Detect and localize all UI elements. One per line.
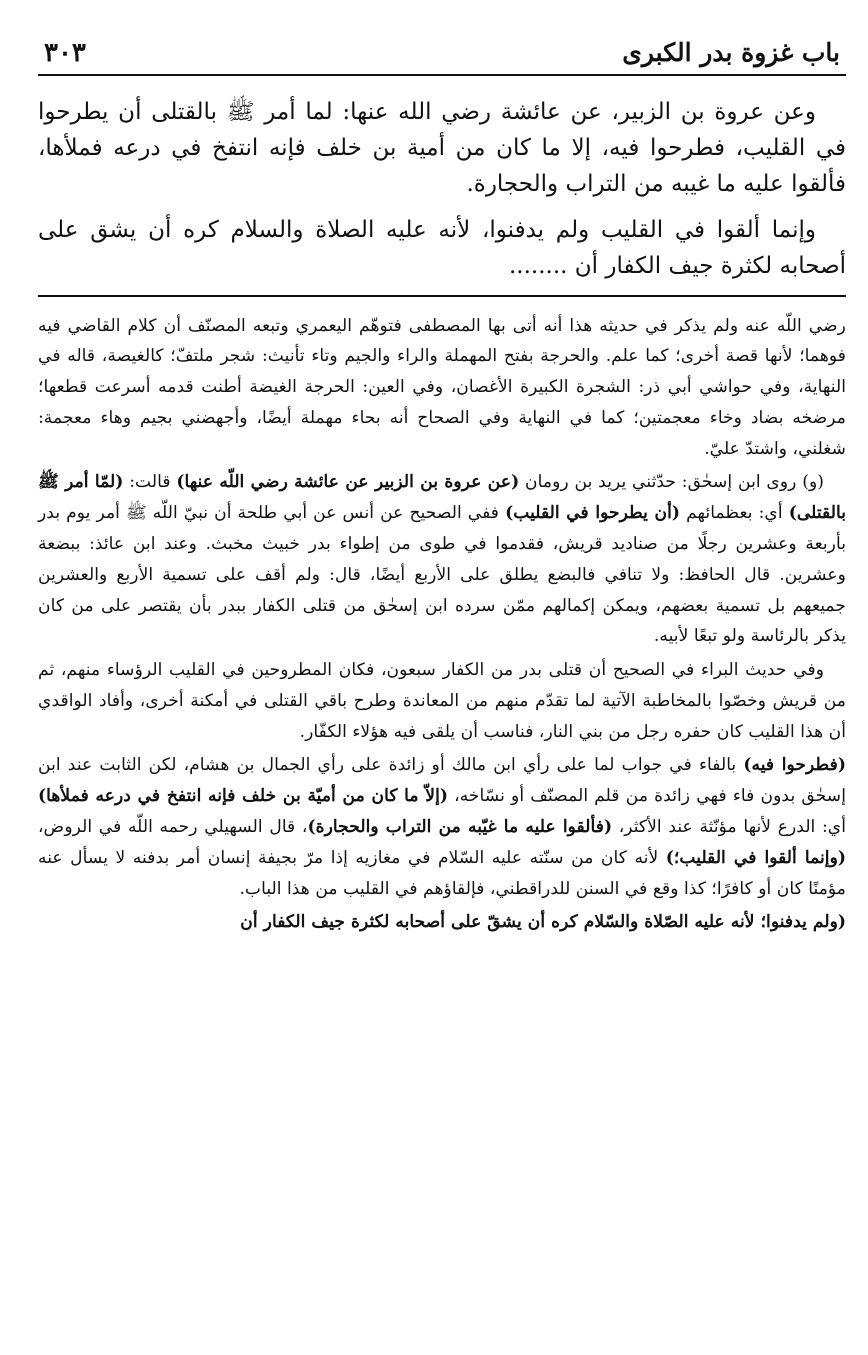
- quoted-text: (فطرحوا فيه): [743, 755, 846, 776]
- commentary-paragraph: [38, 907, 846, 938]
- quoted-text: (وإنما ألقوا في القليب؛): [665, 847, 846, 868]
- quoted-text: (إلاّ ما كان من أميّة بن خلف فإنه انتفخ في درعه فملأها): [38, 786, 448, 807]
- commentary: [38, 311, 846, 939]
- main-text: [38, 94, 846, 285]
- quoted-text: (فألقوا عليه ما غيّبه من التراب والحجارة): [307, 817, 613, 838]
- commentary-text: لأنه كان من سنّته عليه السّلام في مغازيه إذا مرّ بجيفة إنسان أمر بدفنه لا يسأل عنه مؤمنًا كان أو كافرًا؛ كذا وقع في السنن للدراقطني، فإلقاؤهم في القليب من هذا الباب.: [38, 847, 846, 899]
- running-title: باب غزوة بدر الكبرى: [622, 38, 840, 67]
- commentary-text: ففي الصحيح عن أنس عن أبي طلحة أن نبيّ اللّه ﷺ أمر يوم بدر بأربعة وعشرين رجلًا من صناديد قريش، فقدموا في طوى من إطواء بدر خبيث مخبث. وعند ابن عائذ: ببضعة وعشرين. قال الحافظ: ولا تنافي فالبضع يطلق على الأربع أيضًا، قال: ولم أقف على تسمية الأربع والعشرين جميعهم بل تسمية بعضهم، ويمكن إكمالهم ممّن سرده ابن إسحٰق من قتلى الكفار ببدر بأن يقتصر على من كان يذكر بالرئاسة ولو تبعًا لأبيه.: [38, 503, 846, 647]
- commentary-divider: [38, 295, 846, 297]
- main-text-paragraph: وإنما ألقوا في القليب ولم يدفنوا، لأنه عليه الصلاة والسلام كره أن يشق على أصحابه لكثرة جيف الكفار أن ........: [38, 217, 846, 280]
- commentary-text: أي: الدرع لأنها مؤنّثة عند الأكثر،: [612, 817, 846, 838]
- quoted-text: (أن يطرحوا في القليب): [505, 503, 681, 524]
- commentary-paragraph: [38, 467, 846, 652]
- commentary-paragraph: رضي اللّه عنه ولم يذكر في حديثه هذا أنه أتى بها المصطفى فتوهّم اليعمري وتبعه المصنّف أن كلام القاضي فيه فوهما؛ لأنها قصة أخرى؛ كما علم. والحرجة بفتح المهملة والراء والجيم وتاء تأنيث: شجر ملتفّ؛ كالغيصة، قاله في النهاية، وفي حواشي أبي ذر: الشجرة الكبيرة الأغصان، وفي العين: الحرجة الغيضة أطنت قدمه أسرعت قطعها؛ مرضخه بضاد وخاء معجمتين؛ كما في النهاية وفي الصحاح أنه بحاء مهملة أيضًا، وأجهضني بجيم وهاء معجمة: شغلني، واشتدّ عليّ.: [38, 315, 846, 459]
- main-text-paragraph: وعن عروة بن الزبير، عن عائشة رضي الله عنها: لما أمر ﷺ بالقتلى أن يطرحوا في القليب، فطرحوا فيه، إلا ما كان من أمية بن خلف فإنه انتفخ في درعه فملأها، فألقوا عليه ما غيبه من التراب والحجارة.: [38, 99, 846, 198]
- commentary-text: بالفاء في جواب لما على رأي ابن مالك أو زائدة على رأي الجمال بن هشام، لكن الثابت عند ابن إسحٰق بدون فاء فهي زائدة من قلم المصنّف أو نسّاخه،: [38, 755, 846, 807]
- commentary-paragraph: [38, 750, 846, 904]
- quoted-text: (عن عروة بن الزبير عن عائشة رضي اللّه عنها): [176, 472, 520, 493]
- page-header: [38, 38, 846, 76]
- page-number: ٣٠٣: [44, 38, 86, 68]
- quoted-text: (لمّا أمر ﷺ بالقتلى): [38, 472, 846, 524]
- book-page: [38, 38, 846, 1355]
- commentary-paragraph: وفي حديث البراء في الصحيح أن قتلى بدر من الكفار سبعون، فكان المطروحين في القليب الرؤساء منهم، ثم من قريش وخصّوا بالمخاطبة الآتية لما تقدّم منهم من المعاندة وطرح باقي القتلى في أمكنة أخرى، وأفاد الواقدي أن هذا القليب كان حفره رجل من بني النار، فناسب أن يلقى فيه هؤلاء الكفّار.: [38, 660, 846, 742]
- quoted-text: (ولم يدفنوا؛ لأنه عليه الصّلاة والسّلام كره أن يشقّ على أصحابه لكثرة جيف الكفار أن: [240, 912, 846, 933]
- commentary-text: ، قال السهيلي رحمه اللّه في الروض،: [38, 817, 308, 838]
- commentary-text: أي: بعظمائهم: [680, 503, 789, 524]
- commentary-text: قالت:: [123, 472, 177, 493]
- commentary-text: (و) روى ابن إسحٰق: حدّثني يريد بن رومان: [519, 472, 824, 493]
